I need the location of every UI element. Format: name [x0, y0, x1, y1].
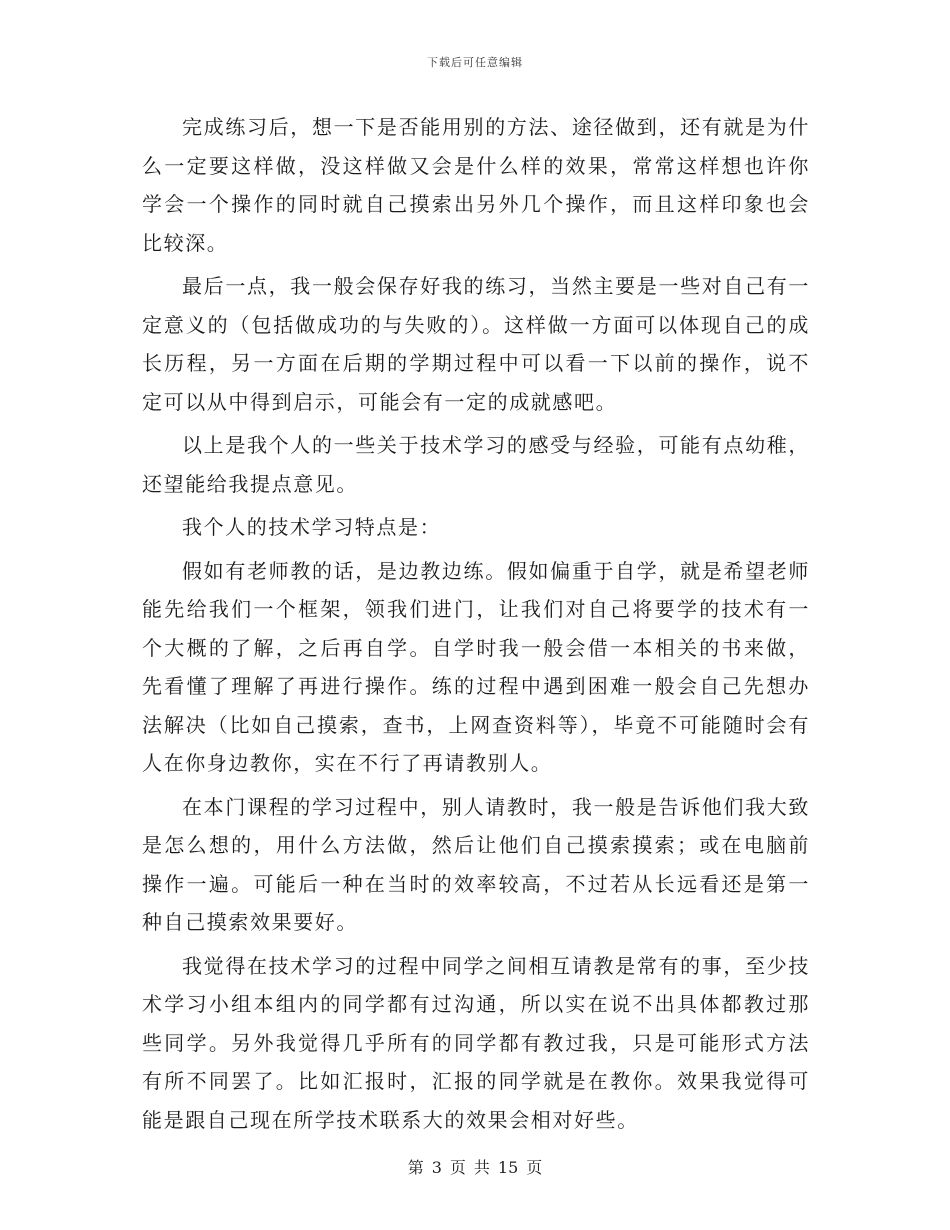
footer-suffix: 页: [526, 1158, 543, 1177]
paragraph-4: 我个人的技术学习特点是：: [182, 515, 442, 539]
document-body: [142, 108, 810, 1144]
page-header: 下载后可任意编辑: [427, 56, 523, 69]
footer-current-page: 3: [431, 1158, 442, 1177]
paragraph-2: 最后一点，我一般会保存好我的练习，当然主要是一些对自己有一定意义的（包括做成功的与失败的）。这样做一方面可以体现自己的成长历程，另一方面在后期的学期过程中可以看一下以前的操作，说不定可以从中得到启示，可能会有一定的成就感吧。: [142, 274, 810, 414]
paragraph-5: 假如有老师教的话，是边教边练。假如偏重于自学，就是希望老师能先给我们一个框架，领我们进门，让我们对自己将要学的技术有一个大概的了解，之后再自学。自学时我一般会借一本相关的书来做，先看懂了理解了再进行操作。练的过程中遇到困难一般会自己先想办法解决（比如自己摸索，查书，上网查资料等），毕竟不可能随时会有人在你身边教你，实在不行了再请教别人。: [142, 558, 810, 775]
footer-prefix: 第: [407, 1158, 424, 1177]
paragraph-3: 以上是我个人的一些关于技术学习的感受与经验，可能有点幼稚，还望能给我提点意见。: [142, 433, 810, 496]
page-footer: [0, 1155, 950, 1178]
paragraph-1: 完成练习后，想一下是否能用别的方法、途径做到，还有就是为什么一定要这样做，没这样做又会是什么样的效果，常常这样想也许你学会一个操作的同时就自己摸索出另外几个操作，而且这样印象也会比较深。: [142, 115, 810, 255]
paragraph-7: 我觉得在技术学习的过程中同学之间相互请教是常有的事，至少技术学习小组本组内的同学都有过沟通，所以实在说不出具体都教过那些同学。另外我觉得几乎所有的同学都有教过我，只是可能形式方法有所不同罢了。比如汇报时，汇报的同学就是在教你。效果我觉得可能是跟自己现在所学技术联系大的效果会相对好些。: [142, 953, 810, 1132]
footer-page-word: 页: [449, 1158, 466, 1177]
paragraph-6: 在本门课程的学习过程中，别人请教时，我一般是告诉他们我大致是怎么想的，用什么方法做，然后让他们自己摸索摸索；或在电脑前操作一遍。可能后一种在当时的效率较高，不过若从长远看还是第一种自己摸索效果要好。: [142, 794, 810, 934]
footer-total-pages: 15: [497, 1158, 519, 1177]
footer-total-word: 共: [473, 1158, 490, 1177]
